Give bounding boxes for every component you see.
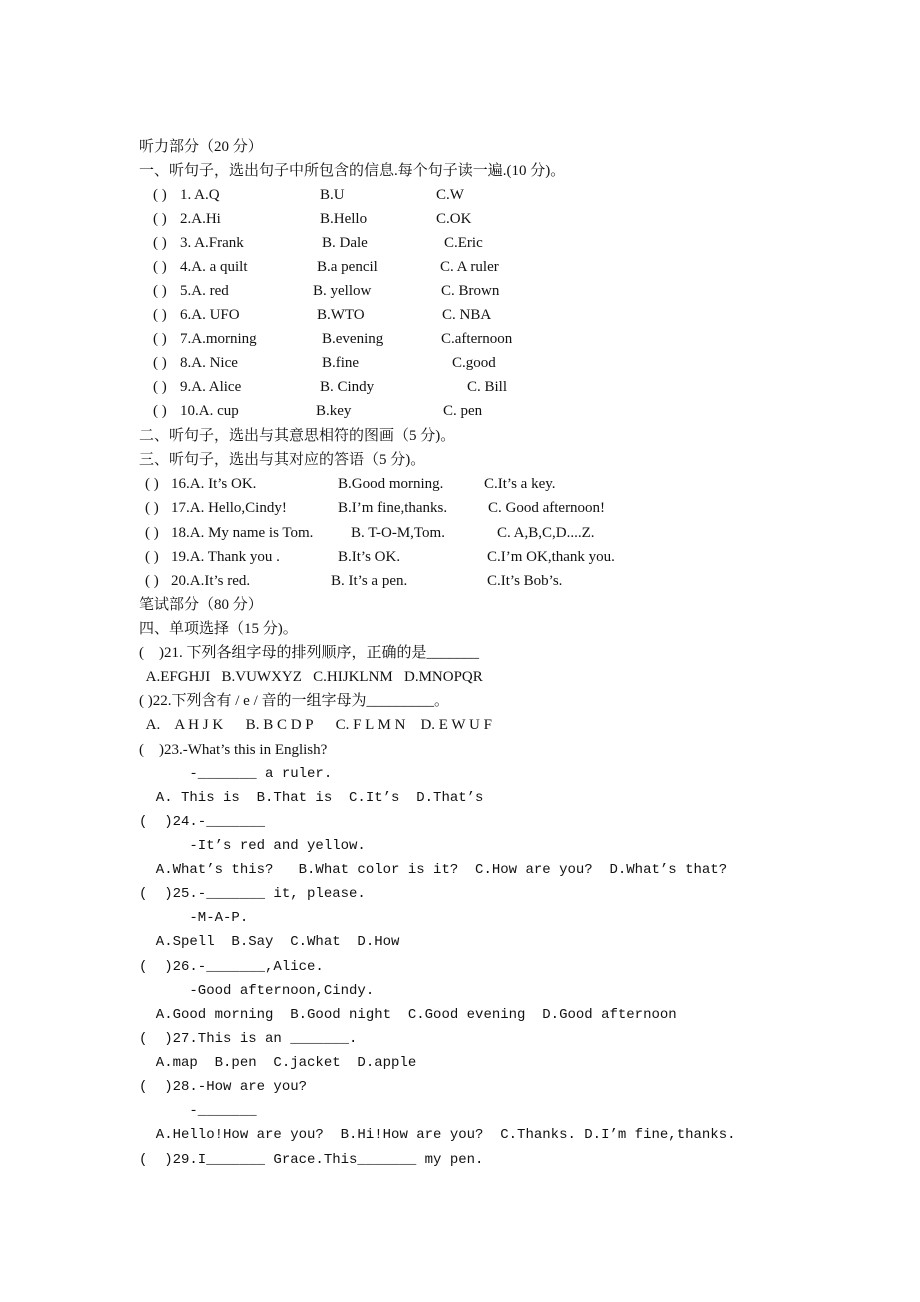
listening-heading: 听力部分（20 分） [139,139,263,155]
question-28: ( )28.-How are you? [139,1079,308,1095]
options-26: A.Good morning B.Good night C.Good evening D.Good afternoon [139,1007,677,1023]
option-c: C. Brown [441,283,500,299]
answer-bracket: ( ) [145,573,159,589]
answer-bracket: ( ) [145,500,159,516]
option-b: B. Dale [322,235,368,251]
option-b: B.WTO [317,307,365,323]
option-c: C. A,B,C,D....Z. [497,525,595,541]
answer-bracket: ( ) [153,379,167,395]
option-c: C. NBA [442,307,492,323]
option-c: C.W [436,187,464,203]
options-23: A. This is B.That is C.It’s D.That’s [139,790,484,806]
options-27: A.map B.pen C.jacket D.apple [139,1055,417,1071]
question-option-a: 16.A. It’s OK. [171,476,257,492]
options-21: A.EFGHJI B.VUWXYZ C.HIJKLNM D.MNOPQR [139,669,483,685]
option-c: C.good [452,355,496,371]
option-b: B. It’s a pen. [331,573,408,589]
option-b: B.evening [322,331,384,347]
question-25: ( )25.-_______ it, please. [139,886,366,902]
question-option-a: 8.A. Nice [180,355,238,371]
answer-bracket: ( ) [145,549,159,565]
question-option-a: 20.A.It’s red. [171,573,251,589]
options-24: A.What’s this? B.What color is it? C.How are you? D.What’s that? [139,862,728,878]
option-c: C. Good afternoon! [488,500,606,516]
answer-bracket: ( ) [145,476,159,492]
question-24: ( )24.-_______ [139,814,266,830]
option-c: C. A ruler [440,259,499,275]
option-b: B.fine [322,355,360,371]
answer-bracket: ( ) [153,403,167,419]
options-25: A.Spell B.Say C.What D.How [139,934,400,950]
question-option-a: 1. A.Q [180,187,220,203]
question-22: ( )22.下列含有 / e / 音的一组字母为_________。 [139,693,449,709]
answer-bracket: ( ) [153,283,167,299]
question-option-a: 19.A. Thank you . [171,549,280,565]
answer-bracket: ( ) [145,525,159,541]
option-b: B. yellow [313,283,372,299]
part3-title: 三、听句子，选出与其对应的答语（5 分)。 [139,452,426,468]
question-option-a: 17.A. Hello,Cindy! [171,500,287,516]
question-21: ( )21. 下列各组字母的排列顺序，正确的是_______ [139,645,479,661]
answer-line-26: -Good afternoon,Cindy. [139,983,375,999]
question-23: ( )23.-What’s this in English? [139,742,328,758]
answer-bracket: ( ) [153,307,167,323]
options-22: A. A H J K B. B C D P C. F L M N D. E W U F [139,717,492,733]
written-heading: 笔试部分（80 分） [139,597,263,613]
option-c: C. Bill [467,379,508,395]
option-c: C.afternoon [441,331,513,347]
question-option-a: 4.A. a quilt [180,259,248,275]
question-option-a: 2.A.Hi [180,211,221,227]
option-c: C. pen [443,403,483,419]
answer-bracket: ( ) [153,331,167,347]
option-b: B.key [316,403,352,419]
option-b: B.a pencil [317,259,378,275]
option-c: C.OK [436,211,472,227]
question-26: ( )26.-_______,Alice. [139,959,324,975]
question-27: ( )27.This is an _______. [139,1031,358,1047]
answer-line-25: -M-A-P. [139,910,249,926]
question-option-a: 10.A. cup [180,403,239,419]
option-c: C.It’s Bob’s. [487,573,563,589]
option-b: B. T-O-M,Tom. [351,525,445,541]
question-29: ( )29.I_______ Grace.This_______ my pen. [139,1152,484,1168]
options-28: A.Hello!How are you? B.Hi!How are you? C.Thanks. D.I’m fine,thanks. [139,1127,736,1143]
question-option-a: 3. A.Frank [180,235,244,251]
option-b: B. Cindy [320,379,375,395]
option-b: B.It’s OK. [338,549,401,565]
answer-line-24: -It’s red and yellow. [139,838,366,854]
answer-bracket: ( ) [153,355,167,371]
option-b: B.Good morning. [338,476,444,492]
answer-bracket: ( ) [153,187,167,203]
option-b: B.U [320,187,345,203]
question-option-a: 18.A. My name is Tom. [171,525,314,541]
question-option-a: 6.A. UFO [180,307,240,323]
option-b: B.I’m fine,thanks. [338,500,448,516]
question-option-a: 7.A.morning [180,331,257,347]
option-b: B.Hello [320,211,368,227]
part4-title: 四、单项选择（15 分)。 [139,621,298,637]
answer-bracket: ( ) [153,211,167,227]
question-option-a: 9.A. Alice [180,379,242,395]
answer-bracket: ( ) [153,235,167,251]
option-c: C.Eric [444,235,483,251]
answer-line-23: -_______ a ruler. [139,766,333,782]
part2-title: 二、听句子，选出与其意思相符的图画（5 分)。 [139,428,456,444]
answer-bracket: ( ) [153,259,167,275]
answer-line-28: -_______ [139,1103,257,1119]
option-c: C.I’m OK,thank you. [487,549,615,565]
option-c: C.It’s a key. [484,476,556,492]
part1-title: 一、听句子，选出句子中所包含的信息.每个句子读一遍.(10 分)。 [139,163,566,179]
question-option-a: 5.A. red [180,283,229,299]
